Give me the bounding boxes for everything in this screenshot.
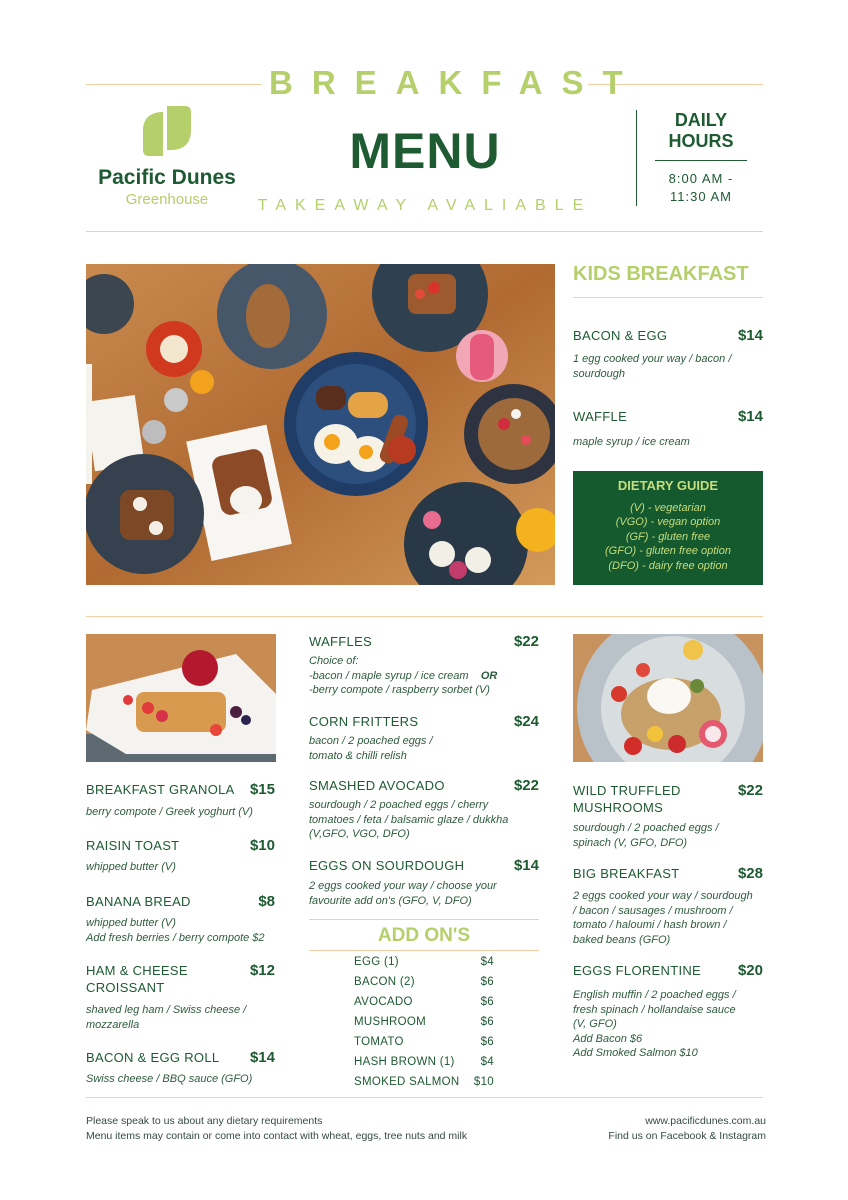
addons-rule-bottom	[309, 950, 539, 951]
menu-item-price: $28	[737, 865, 763, 882]
dietary-line: (GF) - gluten free	[625, 530, 711, 543]
menu-item-price: $24	[513, 713, 539, 730]
menu-item-name	[86, 962, 188, 996]
kids-item-price: $14	[737, 327, 763, 344]
menu-item-price: $15	[249, 781, 275, 798]
desc-line: -berry compote / raspberry sorbet (V)	[309, 684, 490, 696]
hours-title-line-2: HOURS	[668, 131, 734, 151]
menu-item-desc	[309, 798, 549, 842]
menu-item-price: $14	[513, 857, 539, 874]
menu-item-desc	[309, 879, 544, 908]
menu-item-name: EGGS FLORENTINE	[573, 963, 702, 978]
addon-name: AVOCADO	[354, 996, 413, 1008]
addons-rule-top	[309, 919, 539, 920]
mid-rule	[86, 616, 763, 617]
desc-line: Choice of:	[309, 655, 359, 667]
kids-item-name: BACON & EGG	[573, 328, 668, 343]
desc-line: tomato & chilli relish	[309, 749, 407, 762]
website-link[interactable]: www.pacificdunes.com.au	[645, 1115, 766, 1127]
addon-row	[354, 996, 494, 1008]
menu-item-desc: Swiss cheese / BBQ sauce (GFO)	[86, 1073, 253, 1085]
desc-line: (V,GFO, VGO, DFO)	[309, 828, 410, 840]
menu-item-desc	[86, 916, 286, 945]
desc-line: bacon / 2 poached eggs /	[309, 735, 433, 747]
dietary-line: (VGO) - vegan option	[615, 516, 721, 529]
desc-line: sourdough / 2 poached eggs /	[573, 822, 719, 834]
menu-item-desc: berry compote / Greek yoghurt (V)	[86, 806, 253, 818]
name-line: HAM & CHEESE	[86, 963, 188, 978]
kids-heading-rule	[573, 297, 763, 298]
menu-item-price: $8	[258, 893, 275, 910]
addon-price: $6	[480, 976, 494, 988]
kids-item-desc	[573, 352, 763, 381]
desc-line: maple syrup / ice cream	[573, 436, 690, 448]
desc-line: favourite add on's (GFO, V, DFO)	[309, 894, 472, 907]
social-note: Find us on Facebook & Instagram	[608, 1130, 766, 1142]
leaf-logo-icon	[141, 104, 193, 158]
waffle-dish-image	[86, 634, 276, 762]
menu-item-desc	[573, 889, 773, 947]
desc-line: 2 eggs cooked your way / choose your	[309, 880, 497, 892]
addon-name: TOMATO	[354, 1036, 404, 1048]
desc-line: sourdough / 2 poached eggs / cherry	[309, 799, 489, 811]
hero-food-photo	[86, 264, 555, 585]
desc-line: spinach (V, GFO, DFO)	[573, 836, 688, 849]
menu-item-desc: whipped butter (V)	[86, 861, 176, 873]
addons-heading: ADD ON'S	[377, 925, 471, 946]
desc-line: (V, GFO)	[573, 1018, 617, 1030]
menu-item-name: BIG BREAKFAST	[573, 866, 680, 881]
hours-title-line-1: DAILY	[674, 110, 728, 130]
desc-line	[309, 669, 544, 684]
title-menu: MENU	[349, 123, 501, 179]
menu-item-price: $22	[513, 777, 539, 794]
header-bottom-rule	[86, 231, 763, 232]
footer-rule	[86, 1097, 763, 1098]
addon-name: BACON (2)	[354, 976, 415, 988]
desc-line: 2 eggs cooked your way / sourdough	[573, 890, 753, 902]
or-label: OR	[480, 669, 498, 682]
addon-name: HASH BROWN (1)	[354, 1056, 455, 1068]
addon-row	[354, 1076, 494, 1088]
menu-item-price: $12	[249, 962, 275, 979]
desc-line: Add fresh berries / berry compote $2	[86, 931, 265, 944]
desc-line: sourdough	[573, 367, 625, 380]
kids-heading: KIDS BREAKFAST	[573, 263, 749, 285]
dietary-line: (GFO) - gluten free option	[605, 545, 731, 558]
addon-price: $6	[480, 1036, 494, 1048]
hours-divider	[636, 110, 637, 206]
menu-item-name: WAFFLES	[309, 634, 373, 649]
menu-item-desc	[573, 821, 773, 850]
hours-time-line-2: 11:30 AM	[670, 189, 732, 204]
menu-item-desc	[309, 734, 544, 763]
menu-item-name: RAISIN TOAST	[86, 838, 180, 853]
hours-underline	[655, 160, 747, 161]
waffle-photo	[86, 634, 276, 762]
desc-line: 1 egg cooked your way / bacon /	[573, 353, 732, 365]
kids-item-desc	[573, 435, 763, 450]
desc-line: / bacon / sausages / mushroom /	[573, 904, 733, 917]
menu-item-price: $22	[513, 633, 539, 650]
desc-line: fresh spinach / hollandaise sauce	[573, 1003, 736, 1016]
menu-item-name: BACON & EGG ROLL	[86, 1050, 220, 1065]
footer-line: Please speak to us about any dietary requirements	[86, 1115, 323, 1127]
takeaway-note: TAKEAWAY AVALIABLE	[257, 197, 593, 214]
dietary-guide-lines	[573, 501, 763, 573]
desc-line: mozzarella	[86, 1018, 140, 1031]
addon-row	[354, 1036, 494, 1048]
breakfast-spread-image	[86, 264, 555, 585]
desc-line: tomatoes / feta / balsamic glaze / dukkha	[309, 813, 509, 826]
addon-price: $4	[480, 956, 494, 968]
menu-item-name: BANANA BREAD	[86, 894, 191, 909]
menu-item-price: $14	[249, 1049, 275, 1066]
desc-text: -bacon / maple syrup / ice cream	[309, 669, 469, 682]
menu-item-price: $20	[737, 962, 763, 979]
footer-dietary-note	[86, 1114, 546, 1144]
salad-photo	[573, 634, 763, 762]
brand-name: Pacific Dunes	[98, 166, 236, 189]
hours-title	[655, 110, 747, 152]
name-line: CROISSANT	[86, 980, 165, 995]
menu-item-desc	[573, 988, 773, 1061]
name-line: WILD TRUFFLED	[573, 783, 681, 798]
desc-line: whipped butter (V)	[86, 917, 176, 929]
addon-name: SMOKED SALMON	[354, 1076, 460, 1088]
footer-line: Menu items may contain or come into contact with wheat, eggs, tree nuts and milk	[86, 1130, 468, 1142]
hours-time	[650, 170, 752, 206]
menu-item-name: BREAKFAST GRANOLA	[86, 782, 235, 797]
addon-row	[354, 1056, 494, 1068]
header-rule-left	[86, 84, 262, 85]
addon-price: $6	[480, 996, 494, 1008]
kids-item-name: WAFFLE	[573, 409, 628, 424]
menu-item-price: $22	[737, 782, 763, 799]
footer-contact	[560, 1114, 766, 1144]
desc-line: Add Smoked Salmon $10	[573, 1047, 698, 1059]
dietary-line: (DFO) - dairy free option	[608, 559, 728, 572]
dietary-line: (V) - vegetarian	[630, 502, 706, 514]
name-line: MUSHROOMS	[573, 800, 664, 815]
desc-line: Add Bacon $6	[573, 1032, 643, 1045]
addon-price: $4	[480, 1056, 494, 1068]
hours-time-line-1: 8:00 AM -	[668, 171, 734, 186]
addon-name: EGG (1)	[354, 956, 399, 968]
addon-name: MUSHROOM	[354, 1016, 427, 1028]
menu-item-name: CORN FRITTERS	[309, 714, 419, 729]
kids-item-price: $14	[737, 408, 763, 425]
brand-logo	[86, 104, 248, 208]
addon-price: $10	[473, 1076, 494, 1088]
addon-row	[354, 1016, 494, 1028]
addon-row	[354, 976, 494, 988]
menu-item-name: SMASHED AVOCADO	[309, 778, 445, 793]
truffled-mushroom-dish-image	[573, 634, 763, 762]
menu-item-desc	[309, 654, 544, 698]
menu-item-name	[573, 782, 681, 816]
dietary-guide-title: DIETARY GUIDE	[617, 478, 719, 493]
title-breakfast: BREAKFAST	[269, 64, 642, 101]
desc-line: shaved leg ham / Swiss cheese /	[86, 1004, 247, 1016]
menu-item-price: $10	[249, 837, 275, 854]
menu-item-desc	[86, 1003, 286, 1032]
menu-item-name: EGGS ON SOURDOUGH	[309, 858, 465, 873]
addon-row	[354, 956, 494, 968]
addon-price: $6	[480, 1016, 494, 1028]
desc-line: tomato / haloumi / hash brown /	[573, 919, 727, 931]
brand-subtitle: Greenhouse	[125, 191, 209, 208]
dietary-guide-box	[573, 471, 763, 585]
desc-line: baked beans (GFO)	[573, 933, 671, 946]
desc-line: English muffin / 2 poached eggs /	[573, 989, 736, 1001]
